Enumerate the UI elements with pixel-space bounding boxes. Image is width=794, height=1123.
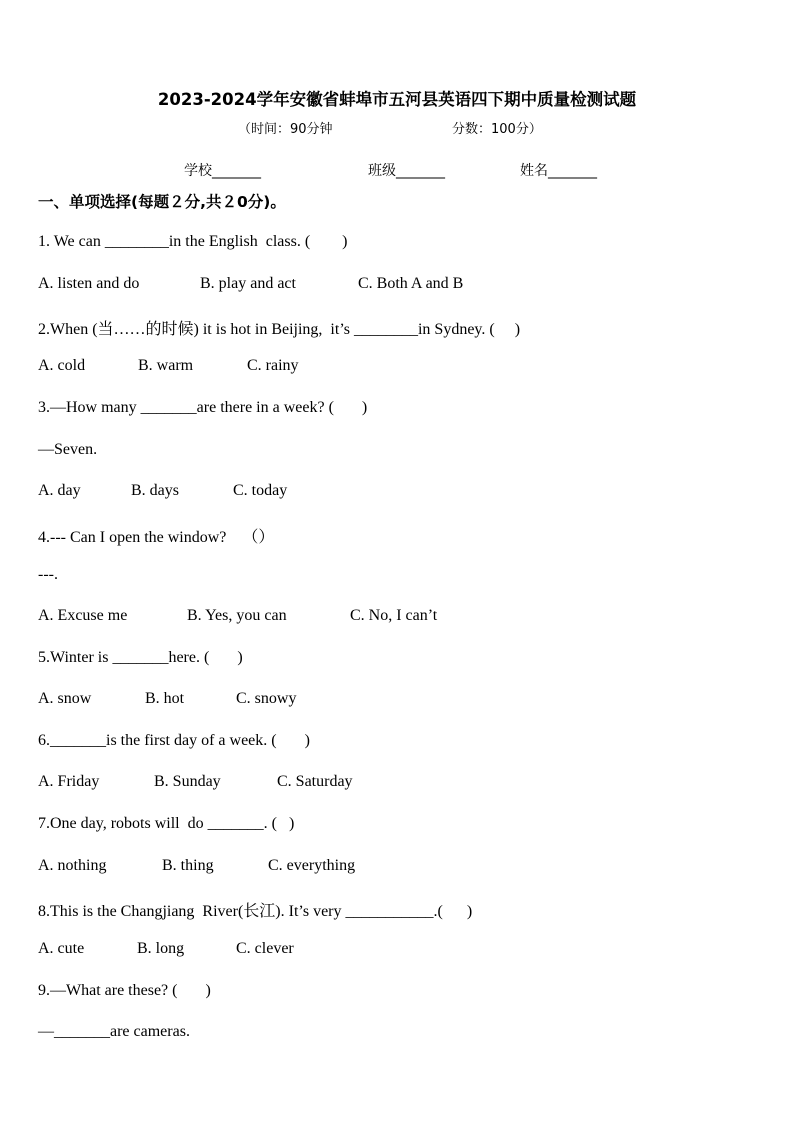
option-a: A. snow xyxy=(38,690,92,707)
option-b: B. long xyxy=(137,940,185,957)
options-2 xyxy=(38,357,299,375)
options-5 xyxy=(38,690,296,708)
option-c: C. everything xyxy=(268,857,356,874)
exam-time: （时间：90分钟 xyxy=(238,122,333,137)
question-6: 6._______is the first day of a week. ( ) xyxy=(38,732,310,749)
answer-9: —_______are cameras. xyxy=(38,1023,190,1040)
option-c: C. rainy xyxy=(247,357,299,374)
options-1 xyxy=(38,275,463,293)
option-b: B. thing xyxy=(162,857,214,874)
question-9: 9.—What are these? ( ) xyxy=(38,982,211,999)
option-b: B. play and act xyxy=(200,275,296,292)
options-6 xyxy=(38,773,353,791)
option-c: C. today xyxy=(233,482,288,499)
option-a: A. cute xyxy=(38,940,85,957)
option-a: A. cold xyxy=(38,357,86,374)
question-2: 2.When (当……的时候) it is hot in Beijing, it’s ________in Sydney. ( ) xyxy=(38,321,521,338)
option-b: B. Yes, you can xyxy=(187,607,287,624)
options-4 xyxy=(38,607,437,625)
question-3: 3.—How many _______are there in a week? ( ) xyxy=(38,399,368,416)
class-field: 班级_______ xyxy=(368,163,445,179)
exam-score: 分数：100分） xyxy=(452,122,542,137)
answer-3: —Seven. xyxy=(38,441,98,458)
question-4: 4.--- Can I open the window? （） xyxy=(38,529,275,546)
question-5: 5.Winter is _______here. ( ) xyxy=(38,649,243,666)
option-a: A. listen and do xyxy=(38,275,140,292)
option-c: C. Saturday xyxy=(277,773,353,790)
answer-4: ---. xyxy=(38,566,58,583)
school-field: 学校_______ xyxy=(184,163,261,179)
options-8 xyxy=(38,940,294,958)
option-c: C. No, I can’t xyxy=(350,607,438,624)
question-8: 8.This is the Changjiang River(长江). It’s very ___________.( ) xyxy=(38,903,473,920)
question-7: 7.One day, robots will do _______. ( ) xyxy=(38,815,295,832)
question-1: 1. We can ________in the English class. ( ) xyxy=(38,233,348,250)
option-c: C. clever xyxy=(236,940,294,957)
option-b: B. hot xyxy=(145,690,185,707)
options-7 xyxy=(38,857,355,875)
option-a: A. Friday xyxy=(38,773,100,790)
option-b: B. days xyxy=(131,482,179,499)
section-heading: 一、单项选择(每题２分,共２0分)。 xyxy=(38,193,286,211)
option-c: C. snowy xyxy=(236,690,297,707)
option-a: A. nothing xyxy=(38,857,107,874)
option-b: B. warm xyxy=(138,357,194,374)
options-3 xyxy=(38,482,287,500)
option-a: A. Excuse me xyxy=(38,607,128,624)
option-c: C. Both A and B xyxy=(358,275,464,292)
option-a: A. day xyxy=(38,482,81,499)
page-title: 2023-2024学年安徽省蚌埠市五河县英语四下期中质量检测试题 xyxy=(157,90,637,109)
option-b: B. Sunday xyxy=(154,773,221,790)
name-field: 姓名_______ xyxy=(520,163,597,179)
